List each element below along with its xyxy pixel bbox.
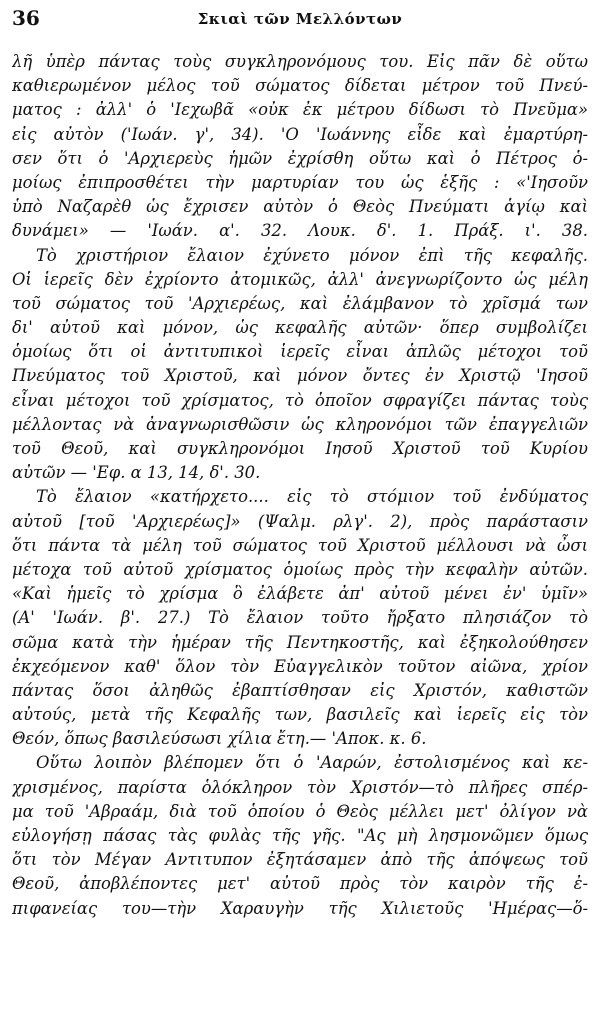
text-line: ὁμοίως ὅτι οἱ ἀντιτυπικοὶ ἱερεῖς εἶναι ἁπλῶς μέτοχοι τοῦ [12, 342, 588, 362]
text-line: αὐτούς, μετὰ τῆς Κεφαλῆς των, βασιλεῖς καὶ ἱερεῖς εἰς τὸν [12, 705, 588, 725]
text-line: Τὸ ἔλαιον «κατήρχετο.... εἰς τὸ στόμιον τοῦ ἐνδύματος [36, 487, 588, 507]
text-line: (Α' 'Ιωάν. β'. 27.) Τὸ ἔλαιον τοῦτο ἤρξατο πλησιάζον τὸ [12, 608, 588, 628]
text-line: πιφανείας του—τὴν Χαραυγὴν τῆς Χιλιετοῦς 'Ημέρας—ὅ- [12, 898, 588, 918]
page-number: 36 [12, 6, 40, 30]
text-line: λῆ ὑπὲρ πάντας τοὺς συγκληρονόμους του. Εἰς πᾶν δὲ οὕτω [12, 52, 588, 71]
text-line: εἰς αὐτὸν ('Ιωάν. γ', 34). 'Ο 'Ιωάννης εἶδε καὶ ἐμαρτύρη- [12, 124, 588, 144]
text-line: Οὕτω λοιπὸν βλέπομεν ὅτι ὁ 'Ααρών, ἐστολισμένος καὶ κε- [36, 753, 588, 773]
text-line: Οἱ ἱερεῖς δὲν ἐχρίοντο ἀτομικῶς, ἀλλ' ἀνεγνωρίζοντο ὡς μέλη [12, 269, 588, 289]
text-line: μέτοχα τοῦ αὐτοῦ χρίσματος ὁμοίως πρὸς τὴν κεφαλὴν αὐτῶν. [12, 559, 588, 579]
text-line: δυνάμει» — 'Ιωάν. α'. 32. Λουκ. δ'. 1. Πράξ. ι'. 38. [12, 221, 588, 241]
text-line: σῶμα κατὰ τὴν ἡμέραν τῆς Πεντηκοστῆς, καὶ ἐξηκολούθησεν [12, 632, 588, 652]
text-line: Θεοῦ, ἀποβλέποντες μετ' αὐτοῦ πρὸς τὸν καιρὸν τῆς ἐ- [12, 874, 588, 894]
text-line: Πνεύματος τοῦ Χριστοῦ, καὶ μόνον ὄντες ἐν Χριστῷ 'Ιησοῦ [12, 366, 588, 386]
text-line: «Καὶ ἡμεῖς τὸ χρίσμα ὃ ἐλάβετε ἀπ' αὐτοῦ μένει ἐν' ὑμῖν» [12, 584, 588, 604]
text-line: εὐλογήσῃ πάσας τὰς φυλὰς τῆς γῆς. "Ας μὴ λησμονῶμεν ὅμως [12, 826, 588, 845]
text-line: μα τοῦ 'Αβραάμ, διὰ τοῦ ὁποίου ὁ Θεὸς μέλλει μετ' ὀλίγον νὰ [12, 801, 588, 821]
text-line: μοίως ἐπιπροσθέτει τὴν μαρτυρίαν του ὡς ἑξῆς : «'Ιησοῦν [12, 172, 588, 192]
text-line: αὐτοῦ [τοῦ 'Αρχιερέως]» (Ψαλμ. ρλγ'. 2), πρὸς παράστασιν [12, 511, 588, 531]
text-line: ὑπὸ Ναζαρὲθ ὡς ἔχρισεν αὐτὸν ὁ Θεὸς Πνεύματι ἁγίῳ καὶ [12, 197, 588, 217]
text-line: Θεόν, ὅπως βασιλεύσωσι χίλια ἔτη.— 'Αποκ. κ. 6. [12, 729, 427, 749]
body-text [12, 50, 588, 921]
text-line: ὅτι πάντα τὰ μέλη τοῦ σώματος τοῦ Χριστοῦ μέλλουσι νὰ ὦσι [12, 535, 588, 555]
text-line: ὅτι τὸν Μέγαν Αντιτυπον ἐξητάσαμεν ἀπὸ τῆς ἀπόψεως τοῦ [12, 850, 588, 870]
text-line: δι' αὐτοῦ καὶ μόνον, ὡς κεφαλῆς αὐτῶν· ὅπερ συμβολίζει [12, 318, 588, 338]
text-line: εἶναι μέτοχοι τοῦ χρίσματος, τὸ ὁποῖον σφραγίζει πάντας τοὺς [12, 390, 588, 410]
page-header [12, 6, 588, 32]
text-line: σεν ὅτι ὁ 'Αρχιερεὺς ἡμῶν ἐχρίσθη οὕτω καὶ ὁ Πέτρος ὁ- [12, 148, 588, 168]
text-line: καθιερωμένον μέλος τοῦ σώματος δίδεται μέτρον τοῦ Πνεύ- [12, 76, 588, 96]
text-line: τοῦ Θεοῦ, καὶ συγκληρονόμοι Ιησοῦ Χριστοῦ τοῦ Κυρίου [12, 439, 588, 458]
text-line: Τὸ χριστήριον ἔλαιον ἐχύνετο μόνον ἐπὶ τῆς κεφαλῆς. [36, 245, 588, 265]
text-line: μέλλοντας νὰ ἀναγνωρισθῶσιν ὡς κληρονόμοι τῶν ἐπαγγελιῶν [12, 414, 588, 434]
text-line: χρισμένος, παρίστα ὁλόκληρον τὸν Χριστόν—τὸ πλῆρες σπέρ- [12, 777, 588, 797]
text-line: τοῦ σώματος τοῦ 'Αρχιερέως, καὶ ἐλάμβανον τὸ χρῖσμά των [12, 293, 588, 313]
text-line: πάντας ὅσοι ἀληθῶς ἐβαπτίσθησαν εἰς Χριστόν, καθιστῶν [12, 680, 588, 700]
text-line: ἐκχεόμενον καθ' ὅλον τὸν Εὐαγγελικὸν τοῦτον αἰῶνα, χρίον [12, 656, 588, 676]
text-line: αὐτῶν — 'Εφ. α 13, 14, δ'. 30. [12, 463, 261, 483]
running-title: Σκιαὶ τῶν Μελλόντων [197, 10, 403, 28]
text-line: ματος : ἀλλ' ὁ 'Ιεχωβᾶ «οὐκ ἐκ μέτρου δίδωσι τὸ Πνεῦμα» [12, 100, 588, 120]
